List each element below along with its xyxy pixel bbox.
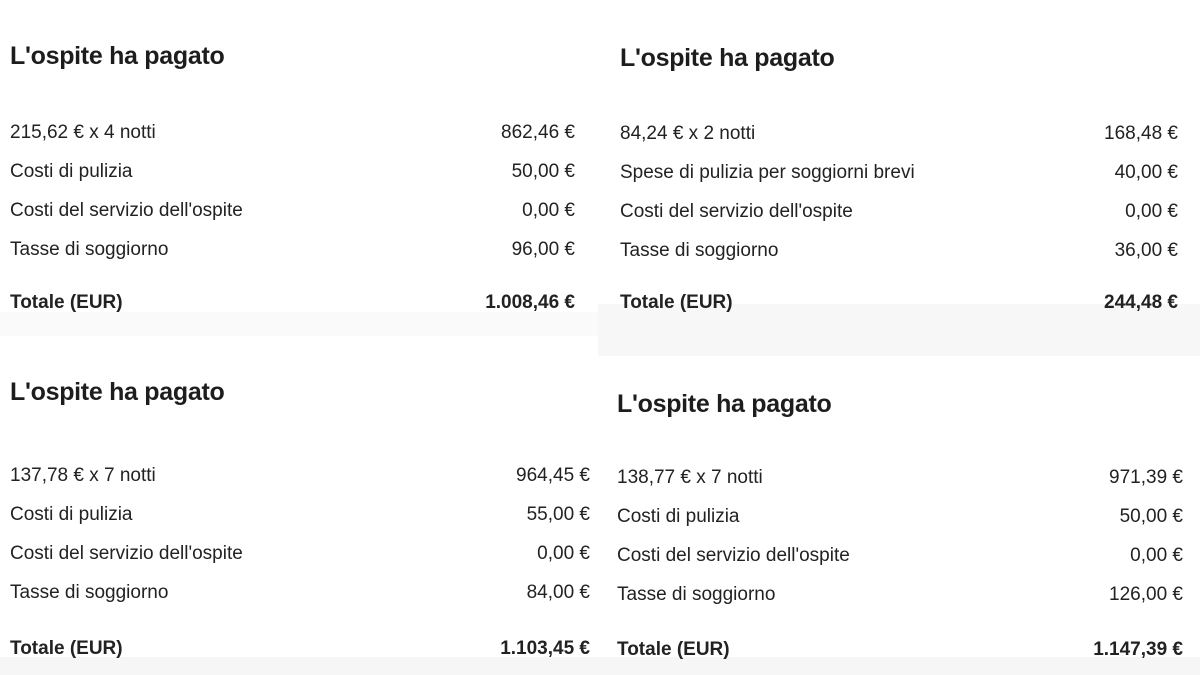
fee-label: Tasse di soggiorno xyxy=(10,239,169,261)
fee-row xyxy=(10,192,575,231)
total-row xyxy=(617,630,1183,670)
total-row xyxy=(620,283,1178,323)
panel-title: L'ospite ha pagato xyxy=(620,43,835,72)
fee-value: 964,45 € xyxy=(516,465,590,487)
fee-value: 0,00 € xyxy=(1130,545,1183,567)
fee-row xyxy=(10,457,590,496)
fee-rows xyxy=(620,115,1178,271)
fee-value: 50,00 € xyxy=(511,161,575,183)
total-label: Totale (EUR) xyxy=(10,291,123,313)
payout-panel-top-left xyxy=(10,20,575,323)
total-row xyxy=(10,283,575,323)
fee-value: 0,00 € xyxy=(537,543,590,565)
fee-label: 137,78 € x 7 notti xyxy=(10,465,156,487)
fee-label: 215,62 € x 4 notti xyxy=(10,122,156,144)
fee-value: 126,00 € xyxy=(1109,584,1183,606)
fee-value: 862,46 € xyxy=(501,122,575,144)
fee-value: 0,00 € xyxy=(522,200,575,222)
total-label: Totale (EUR) xyxy=(620,291,733,313)
fee-value: 55,00 € xyxy=(526,504,590,526)
fee-row xyxy=(10,535,590,574)
fee-value: 40,00 € xyxy=(1114,162,1178,184)
fee-row xyxy=(617,576,1183,615)
fee-value: 168,48 € xyxy=(1104,123,1178,145)
fee-row xyxy=(620,154,1178,193)
total-label: Totale (EUR) xyxy=(617,638,730,660)
total-value: 1.147,39 € xyxy=(1093,638,1183,660)
fee-row xyxy=(10,153,575,192)
fee-row xyxy=(617,459,1183,498)
payout-panel-bottom-left xyxy=(10,356,590,669)
payout-panel-bottom-right xyxy=(617,368,1183,670)
panel-title: L'ospite ha pagato xyxy=(617,389,832,418)
fee-row xyxy=(617,498,1183,537)
fee-value: 84,00 € xyxy=(526,582,590,604)
fee-row xyxy=(10,231,575,270)
fee-label: 138,77 € x 7 notti xyxy=(617,467,763,489)
fee-row xyxy=(617,537,1183,576)
fee-value: 50,00 € xyxy=(1119,506,1183,528)
fee-label: 84,24 € x 2 notti xyxy=(620,123,756,145)
total-row xyxy=(10,629,590,669)
fee-rows xyxy=(617,459,1183,615)
fee-row xyxy=(10,496,590,535)
fee-label: Spese di pulizia per soggiorni brevi xyxy=(620,162,915,184)
fee-rows xyxy=(10,457,590,613)
fee-row xyxy=(620,232,1178,271)
fee-label: Tasse di soggiorno xyxy=(10,582,169,604)
fee-label: Costi di pulizia xyxy=(10,504,133,526)
fee-label: Tasse di soggiorno xyxy=(620,240,779,262)
payout-panel-top-right xyxy=(620,22,1178,323)
total-value: 1.103,45 € xyxy=(500,637,590,659)
panel-title: L'ospite ha pagato xyxy=(10,377,225,406)
fee-row xyxy=(10,114,575,153)
fee-label: Costi di pulizia xyxy=(617,506,740,528)
fee-row xyxy=(10,574,590,613)
total-value: 244,48 € xyxy=(1104,291,1178,313)
fee-label: Costi del servizio dell'ospite xyxy=(10,543,243,565)
fee-label: Costi del servizio dell'ospite xyxy=(617,545,850,567)
fee-value: 0,00 € xyxy=(1125,201,1178,223)
fee-rows xyxy=(10,114,575,270)
fee-value: 36,00 € xyxy=(1114,240,1178,262)
fee-label: Costi di pulizia xyxy=(10,161,133,183)
total-value: 1.008,46 € xyxy=(485,291,575,313)
panel-title: L'ospite ha pagato xyxy=(10,41,225,70)
fee-label: Costi del servizio dell'ospite xyxy=(10,200,243,222)
fee-label: Tasse di soggiorno xyxy=(617,584,776,606)
fee-value: 96,00 € xyxy=(511,239,575,261)
fee-row xyxy=(620,193,1178,232)
fee-row xyxy=(620,115,1178,154)
total-label: Totale (EUR) xyxy=(10,637,123,659)
fee-value: 971,39 € xyxy=(1109,467,1183,489)
fee-label: Costi del servizio dell'ospite xyxy=(620,201,853,223)
